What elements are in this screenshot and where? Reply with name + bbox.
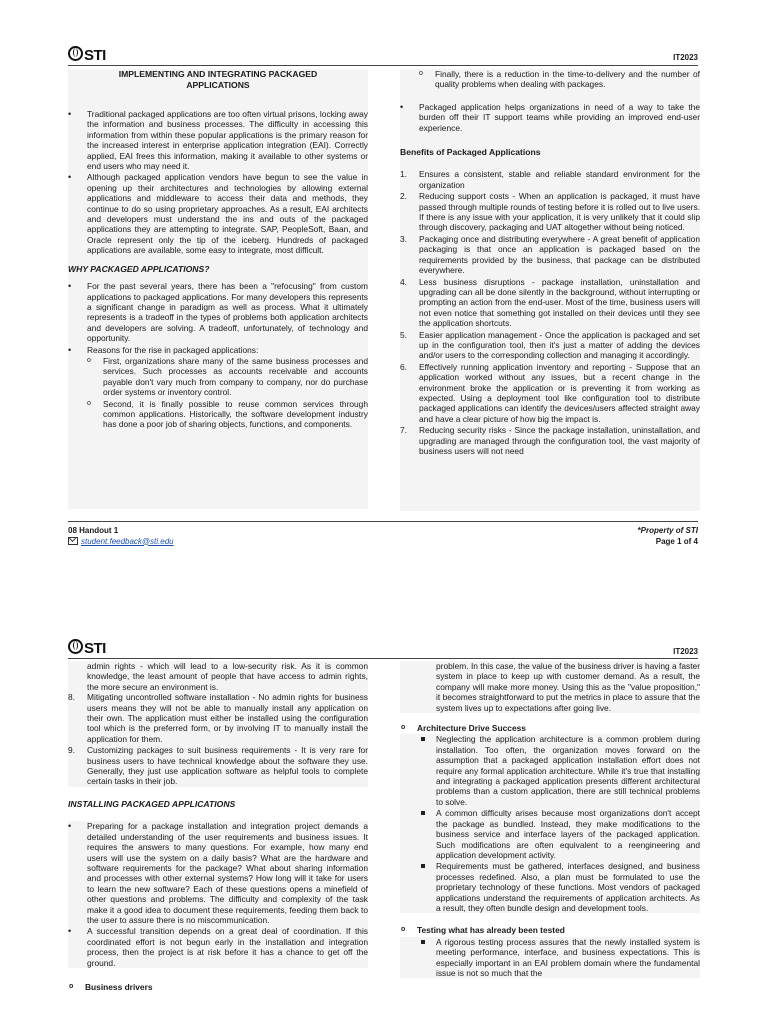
- section-heading-why: WHY PACKAGED APPLICATIONS?: [68, 263, 210, 274]
- section-heading-benefits: Benefits of Packaged Applications: [400, 147, 541, 158]
- list-item: Requirements must be gathered, interfaces designed, and business processes redefined. Also, a plan must be formulated to use the proprietary technology of these functions. Most vendors of packaged applications understand the requirements of application architects. As a result, they often bundle design and development tools.: [418, 861, 700, 913]
- benefits-list-continued: [68, 692, 368, 787]
- list-item: o Business drivers: [68, 982, 368, 992]
- why-list: [68, 281, 368, 355]
- finally-list: [400, 69, 700, 90]
- course-code: IT2023: [673, 647, 698, 656]
- list-item: A rigorous testing process assures that the newly installed system is meeting performance, interface, and business expectations. This is especially important in an EAI problem domain where the fundamental issue is not so much that the: [418, 937, 700, 979]
- page2-right-column: [400, 661, 700, 979]
- list-item: • Although packaged application vendors have begun to see the value in opening up their architectures and technologies by allowing external applications and middleware to access their data and methods, they continue to do so using proprietary approaches. As a result, EAI architects and developers must understand the ins and outs of the packaged applications they are attempting to integrate. SAP, PeopleSoft, Baan, and Oracle represent only the tip of the iceberg. Hundreds of packaged applications are available, some easy to integrate, most difficult.: [68, 172, 368, 255]
- list-item: 4. Less business disruptions - package installation, uninstallation and upgrading can all be done silently in the background, without interrupting or prompting an action from the end-user. Most of the time, business users will not even notice that something got installed on their devices until they see the application shortcuts.: [400, 276, 700, 329]
- list-item: o Architecture Drive Success: [400, 723, 700, 733]
- list-item: 2. Reducing support costs - When an application is packaged, it must have passed through multiple rounds of testing before it is rolled out to live users. If there is any issue with your application, it is very unlikely that it could slip through discovery, packaging and UAT altogether without being noticed.: [400, 191, 700, 233]
- email-icon: [68, 537, 78, 545]
- course-code: IT2023: [673, 53, 698, 62]
- handout-label: 08 Handout 1: [68, 526, 119, 535]
- globe-icon: [68, 639, 83, 654]
- sti-logo: STI: [68, 639, 106, 657]
- reasons-list: [68, 356, 368, 430]
- property-label: *Property of STI: [637, 526, 698, 535]
- list-item: 7. Reducing security risks - Since the package installation, uninstallation, and upgrading are managed through the configuration tool, the vast majority of business users will not need: [400, 425, 700, 456]
- list-item: o Finally, there is a reduction in the time-to-delivery and the number of quality problems when dealing with packages.: [417, 69, 700, 90]
- list-item: 3. Packaging once and distributing everywhere - A great benefit of application packaging is that once an application is packaged based on the requirements provided by the business, that package can be distributed everywhere.: [400, 233, 700, 276]
- drivers-list: [68, 982, 368, 992]
- page-gap: [0, 560, 768, 634]
- footer-rule: [68, 521, 698, 522]
- feedback-email-link[interactable]: student.feedback@sti.edu: [81, 536, 174, 546]
- footer-left: [68, 526, 174, 547]
- benefits-list: [400, 169, 700, 456]
- list-item: • Preparing for a package installation and integration project demands a detailed understanding of the user requirements and business issues. It requires the answers to many questions. For example, how many end users will use the system on a daily basis? What are the hardware and software requirements for the package? What about sharing information and processes with other external systems? How long will it take for users to learn the new software? Each of these questions opens a minefield of other questions and problems. The difficulty and complexity of the task make it a good idea to document these requirements, feeding them back to the user to assure there is no miscommunication.: [68, 821, 368, 925]
- list-item: 6. Effectively running application inventory and reporting - Suppose that an application worked without any issues, but a recent change in the environment broke the application or is preventing it from working as expected. Using a deployment tool like configuration tool to distribute packaged applications can identify the devices/users affected straight away and have a clear picture of how big the impact is.: [400, 361, 700, 424]
- list-item: • Reasons for the rise in packaged applications:: [68, 345, 368, 355]
- list-item: 5. Easier application management - Once the application is packaged and set up in the configuration tool, then it's just a matter of adding the devices and/or users to the corresponding collection and managing it accordingly.: [400, 329, 700, 361]
- list-item: • A successful transition depends on a great deal of coordination. If this coordinated effort is not begun early in the installation and integration process, then the project is at risk before it has a chance to get off the ground.: [68, 926, 368, 968]
- list-item: 9. Customizing packages to suit business requirements - It is very rare for business users to have technical knowledge about the software they use. Generally, they just use application software as helpful tools to complete certain tasks in their job.: [68, 745, 368, 787]
- page2-left-column: [68, 661, 368, 993]
- continued-text: problem. In this case, the value of the business driver is having a faster system in place to keep up with customer demand. As a result, the company will make more money. Using this as the "value proposition," it becomes straightforward to put the metrics in place to assure that the system lives up to expectations after going live.: [400, 661, 700, 713]
- page-number: Page 1 of 4: [655, 536, 698, 546]
- globe-icon: [68, 46, 83, 61]
- helps-list: [400, 102, 700, 133]
- header-rule: [68, 65, 698, 66]
- architecture-list: [400, 723, 700, 733]
- header-rule: [68, 658, 698, 659]
- sti-logo: STI: [68, 46, 106, 64]
- page1-right-column: [400, 69, 700, 511]
- page-title: IMPLEMENTING AND INTEGRATING PACKAGED APPLICATIONS: [118, 69, 318, 90]
- list-item: 1. Ensures a consistent, stable and reliable standard environment for the organization: [400, 169, 700, 190]
- architecture-items: [400, 734, 700, 913]
- list-item: A common difficulty arises because most organizations don't accept the package as bundled. Instead, they make modifications to the business service and interface layers of the packaged application. Such modifications are often equivalent to a reengineering and application development activity.: [418, 808, 700, 860]
- list-item: Neglecting the application architecture is a common problem during installation. Too often, the organization moves forward on the assumption that a packaged application installation effort does not require any formal application architecture. While it's true that installing and integrating a packaged application presents different architectural problems than a custom application, there are still technical problems to solve.: [418, 734, 700, 807]
- continued-text: admin rights - which will lead to a low-security risk. As it is common knowledge, the least amount of people that have access to admin rights, the more secure an environment is.: [68, 661, 368, 692]
- list-item: • Traditional packaged applications are too often virtual prisons, locking away the information and business processes. The difficulty in accessing this information from within these popular applications is the primary reason for the increased interest in enterprise application integration (EAI). Correctly applied, EAI frees this information, making it available to other systems or end users who may need it.: [68, 109, 368, 171]
- intro-list: [68, 109, 368, 256]
- list-item: o First, organizations share many of the same business processes and services. Such processes as accounts receivable and accounts payable don't vary much from company to company, nor do purchase order systems or inventory control.: [85, 356, 368, 398]
- list-item: • Packaged application helps organizations in need of a way to take the burden off their IT support teams while providing an improved end-user experience.: [400, 102, 700, 133]
- installing-list: [68, 821, 368, 968]
- footer-right: [638, 526, 698, 547]
- testing-list: [400, 925, 700, 935]
- handout-page-2: [0, 634, 768, 1024]
- list-item: • For the past several years, there has been a "refocusing" from custom applications to packaged applications. For many developers this represents a significant change in paradigm as well as process. What it ultimately represents is a tradeoff in the types of problems both application architects and developers are solving. A tradeoff, unfortunately, of technology and opportunity.: [68, 281, 368, 343]
- list-item: 8. Mitigating uncontrolled software installation - No admin rights for business users means they will not be able to manually install any application on their own. The application must either be installed using the configuration tool which is the preferred form, or by involving IT to manually install the application for them.: [68, 692, 368, 744]
- page1-left-column: [68, 69, 368, 509]
- section-heading-installing: INSTALLING PACKAGED APPLICATIONS: [68, 798, 236, 809]
- list-item: o Testing what has already been tested: [400, 925, 700, 935]
- testing-items: [400, 937, 700, 979]
- list-item: o Second, it is finally possible to reuse common services through common applications. Historically, the software development industry has done a poor job of sharing objects, functions, and components.: [85, 399, 368, 430]
